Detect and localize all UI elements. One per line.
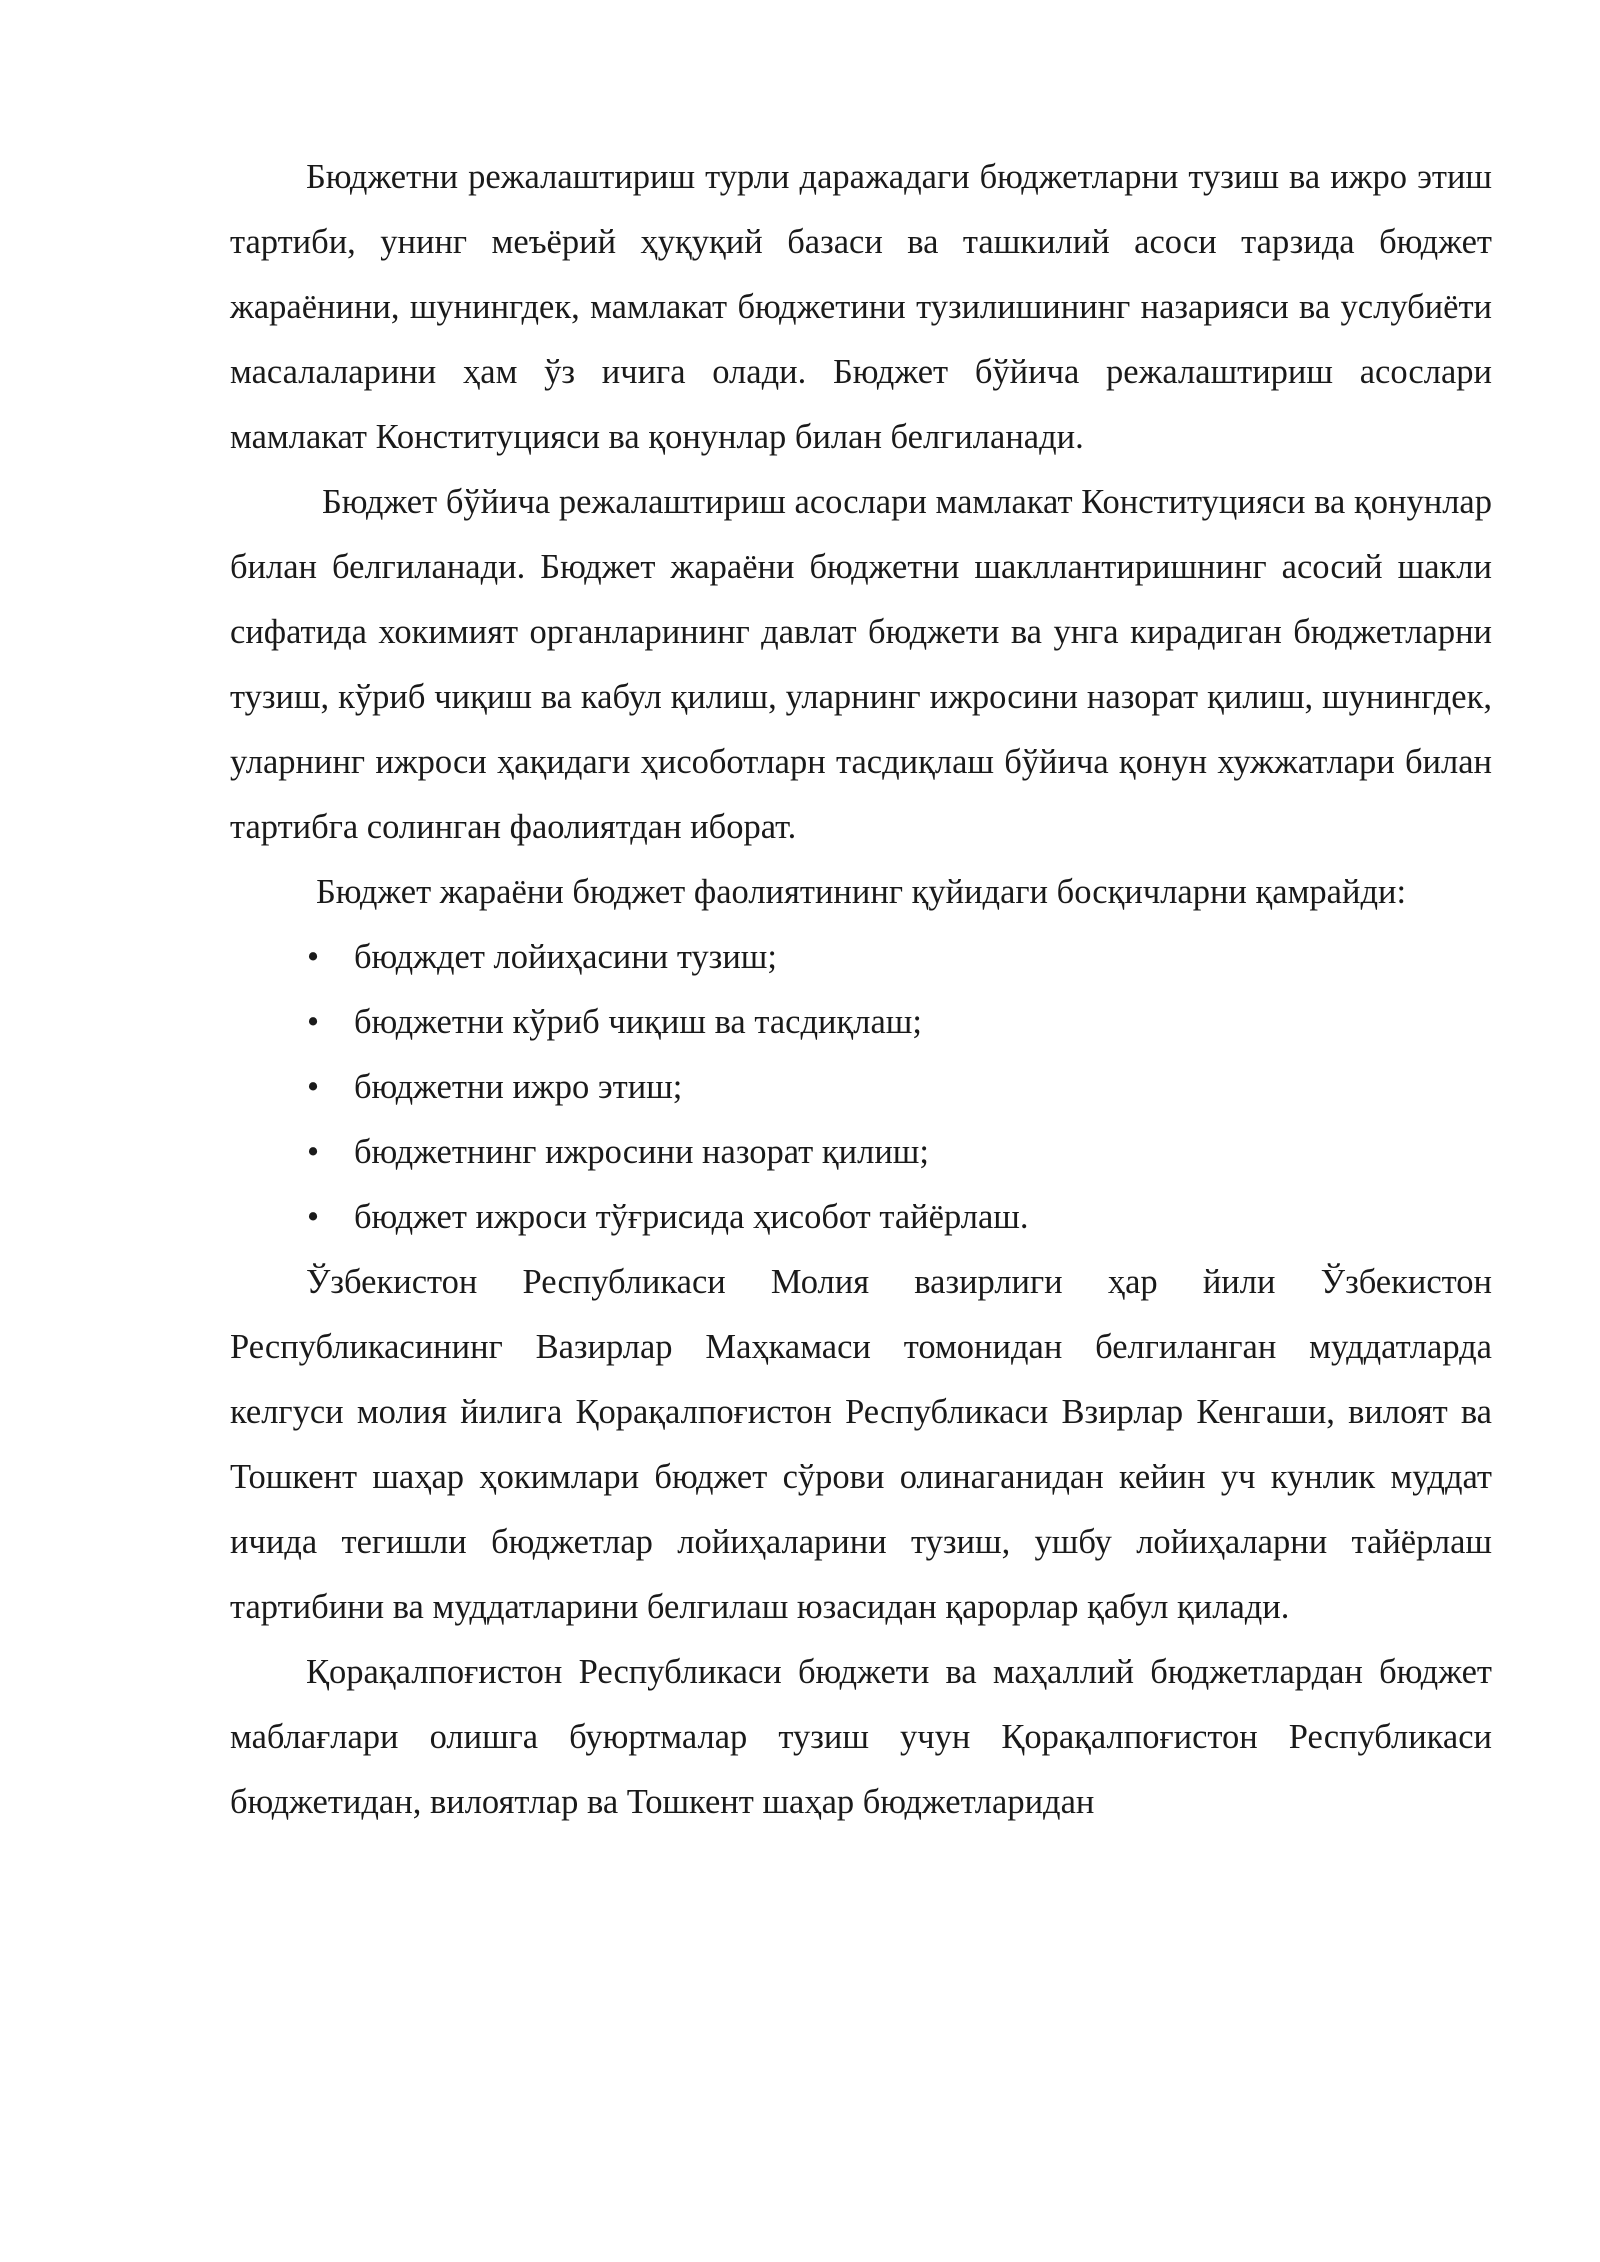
paragraph-finance-ministry-decisions: Ўзбекистон Республикаси Молия вазирлиги ҳар йили Ўзбекистон Республикасининг Вазирлар Маҳкамаси томонидан белгиланган муддатларда келгуси молия йилига Қорақалпоғистон Республикаси Взирлар Кенгаши, вилоят ва Тошкент шаҳар ҳокимлари бюджет сўрови олинаганидан кейин уч кунлик муддат ичида тегишли бюджетлар лойиҳаларини тузиш, ушбу лойиҳаларни тайёрлаш тартибини ва муддатларини белгилаш юзасидан қарорлар қабул қилади. (230, 1263, 1492, 1626)
bullet-marker: • (307, 1003, 320, 1041)
list-item-text: бюдждет лойиҳасини тузиш; (354, 938, 777, 976)
list-item (230, 1120, 1492, 1185)
document-body (230, 145, 1492, 1835)
list-item-text: бюджетнинг ижросини назорат қилиш; (354, 1133, 929, 1171)
list-item (230, 990, 1492, 1055)
paragraph-budget-process-basis: Бюджет бўйича режалаштириш асослари мамлакат Конституцияси ва қонунлар билан белгиланади. Бюджет жараёни бюджетни шакллантиришнинг асосий шакли сифатида хокимият органларининг давлат бюджети ва унга кирадиган бюджетларни тузиш, кўриб чиқиш ва кабул қилиш, уларнинг ижросини назорат қилиш, шунингдек, уларнинг ижроси ҳақидаги ҳисоботларн тасдиқлаш бўйича қонун хужжатлари билан тартибга солинган фаолиятдан иборат. (230, 483, 1492, 846)
paragraph-budget-planning-definition: Бюджетни режалаштириш турли даражадаги бюджетларни тузиш ва ижро этиш тартиби, унинг меъёрий ҳуқуқий базаси ва ташкилий асоси тарзида бюджет жараёнини, шунингдек, мамлакат бюджетини тузилишининг назарияси ва услубиёти масалаларини ҳам ўз ичига олади. Бюджет бўйича режалаштириш асослари мамлакат Конституцияси ва қонунлар билан белгиланади. (230, 158, 1492, 456)
list-item (230, 925, 1492, 990)
bullet-marker: • (307, 1198, 320, 1236)
bullet-marker: • (307, 938, 320, 976)
list-item (230, 1185, 1492, 1250)
paragraph-karakalpakstan-budget-requests: Қорақалпоғистон Республикаси бюджети ва маҳаллий бюджетлардан бюджет маблағлари олишга буюртмалар тузиш учун Қорақалпоғистон Республикаси бюджетидан, вилоятлар ва Тошкент шаҳар бюджетларидан (230, 1653, 1492, 1821)
list-item-text: бюджет ижроси тўғрисида ҳисобот тайёрлаш. (354, 1198, 1029, 1236)
paragraph-budget-stages-intro: Бюджет жараёни бюджет фаолиятининг қуйидаги босқичларни қамрайди: (316, 873, 1407, 911)
budget-stages-list (230, 925, 1492, 1250)
list-item-text: бюджетни ижро этиш; (354, 1068, 683, 1106)
list-item (230, 1055, 1492, 1120)
bullet-marker: • (307, 1133, 320, 1171)
list-item-text: бюджетни кўриб чиқиш ва тасдиқлаш; (354, 1003, 922, 1041)
bullet-marker: • (307, 1068, 320, 1106)
